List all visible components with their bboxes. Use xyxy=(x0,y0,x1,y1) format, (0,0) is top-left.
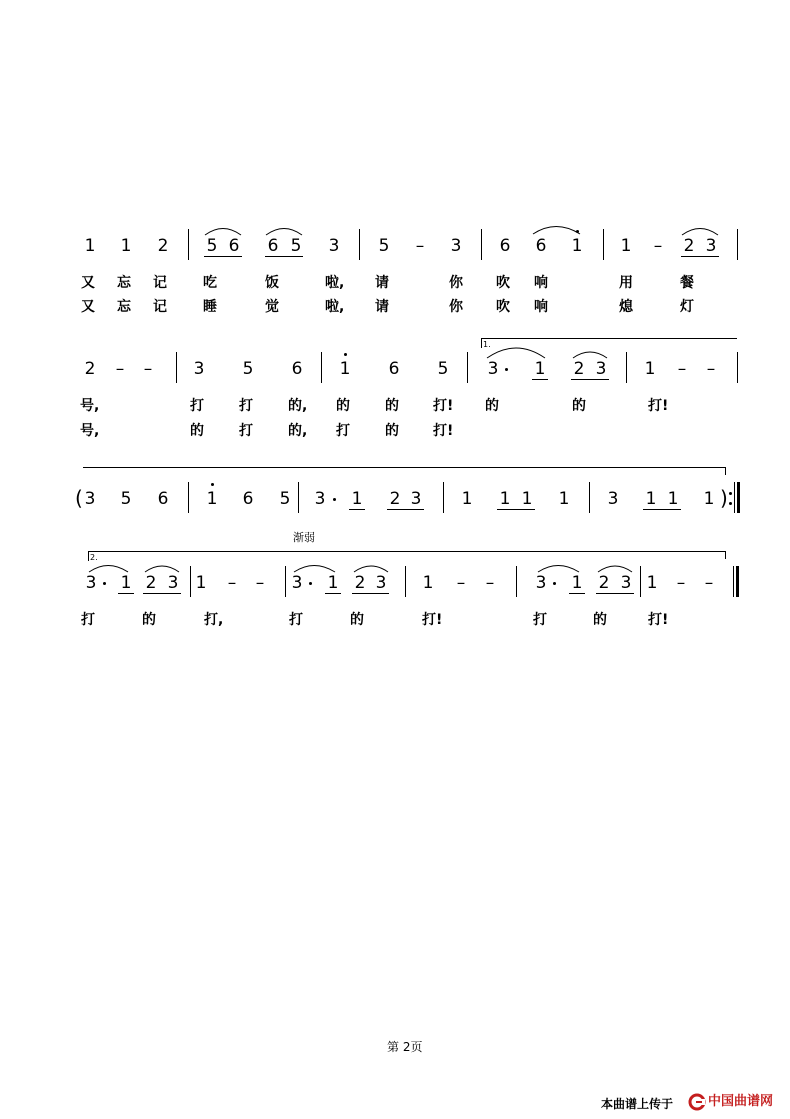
note: 1 xyxy=(571,236,583,256)
volta-bracket-2 xyxy=(88,551,726,552)
repeat-end-bar xyxy=(737,482,740,513)
note: 1 xyxy=(327,573,339,593)
slur xyxy=(205,229,241,236)
lyric: 请 xyxy=(375,299,389,315)
slur xyxy=(682,229,718,236)
lyric: 的 xyxy=(336,398,350,414)
slur xyxy=(538,566,579,573)
dash: – xyxy=(143,359,153,379)
bar-line xyxy=(626,352,627,383)
bar-line xyxy=(405,566,406,597)
lyric: 打! xyxy=(433,398,454,414)
note: 6 xyxy=(535,236,547,256)
lyric: 响 xyxy=(534,299,548,315)
lyric: 的, xyxy=(288,423,308,439)
lyric: 吹 xyxy=(496,275,510,291)
note: 6 xyxy=(228,236,240,256)
bar-line xyxy=(359,229,360,260)
note: 1 xyxy=(499,489,511,509)
note: 1 xyxy=(206,489,218,509)
underline xyxy=(569,593,585,594)
note: 3 xyxy=(167,573,179,593)
underline xyxy=(265,256,303,257)
bar-line xyxy=(188,482,189,513)
dash: – xyxy=(706,359,716,379)
bar-line xyxy=(467,352,468,383)
slur xyxy=(266,229,302,236)
bar-line xyxy=(589,482,590,513)
note: 1 xyxy=(534,359,546,379)
close-paren: ) xyxy=(720,486,728,510)
bar-line xyxy=(443,482,444,513)
lyric: 号, xyxy=(80,423,100,439)
dash: – xyxy=(677,359,687,379)
underline xyxy=(143,593,181,594)
lyric: 打 xyxy=(533,612,547,628)
note: 5 xyxy=(437,359,449,379)
lyric: 打! xyxy=(648,612,669,628)
lyric: 的 xyxy=(350,612,364,628)
bar-line xyxy=(640,566,641,597)
note: 6 xyxy=(267,236,279,256)
note: 5 xyxy=(290,236,302,256)
volta-bracket-1 xyxy=(481,338,737,339)
note: 3 xyxy=(328,236,340,256)
note: 3 xyxy=(291,573,303,593)
volta-bracket-tick xyxy=(88,551,89,561)
note: 1 xyxy=(339,359,351,379)
note: 6 xyxy=(499,236,511,256)
volta-label-1: 1. xyxy=(483,340,491,349)
open-paren: ( xyxy=(75,486,83,510)
bar-line xyxy=(516,566,517,597)
bar-line xyxy=(737,352,738,383)
lyric: 的 xyxy=(572,398,586,414)
underline xyxy=(349,509,365,510)
note: 6 xyxy=(291,359,303,379)
lyric: 响 xyxy=(534,275,548,291)
note: 3 xyxy=(85,573,97,593)
lyric: 打 xyxy=(239,423,253,439)
note: 2 xyxy=(573,359,585,379)
augmentation-dot xyxy=(333,498,336,501)
underline xyxy=(643,509,681,510)
lyric: 的 xyxy=(593,612,607,628)
underline xyxy=(681,256,719,257)
lyric: 忘 xyxy=(117,275,131,291)
underline xyxy=(571,379,609,380)
note: 5 xyxy=(120,489,132,509)
note: 5 xyxy=(279,489,291,509)
note: 2 xyxy=(84,359,96,379)
bracket-tick xyxy=(725,467,726,475)
lyric: 啦, xyxy=(325,275,345,291)
underline xyxy=(325,593,341,594)
logo-icon xyxy=(688,1093,706,1111)
logo-text: 中国曲谱网 xyxy=(708,1094,774,1109)
note: 2 xyxy=(389,489,401,509)
lyric: 的 xyxy=(485,398,499,414)
note: 1 xyxy=(571,573,583,593)
note: 2 xyxy=(598,573,610,593)
augmentation-dot xyxy=(505,368,508,371)
note: 3 xyxy=(595,359,607,379)
lyric: 打! xyxy=(648,398,669,414)
lyric: 打 xyxy=(289,612,303,628)
note: 1 xyxy=(646,573,658,593)
slur xyxy=(89,566,128,573)
note: 5 xyxy=(378,236,390,256)
note: 1 xyxy=(422,573,434,593)
lyric: 你 xyxy=(449,275,463,291)
high-octave-dot xyxy=(211,483,214,486)
note: 2 xyxy=(683,236,695,256)
dash: – xyxy=(676,573,686,593)
lyric: 记 xyxy=(153,299,167,315)
high-octave-dot xyxy=(344,353,347,356)
lyric: 请 xyxy=(375,275,389,291)
repeat-dot xyxy=(729,492,732,495)
note: 3 xyxy=(620,573,632,593)
note: 6 xyxy=(388,359,400,379)
dash: – xyxy=(115,359,125,379)
note: 3 xyxy=(705,236,717,256)
final-bar xyxy=(736,566,739,597)
lyric: 睡 xyxy=(203,299,217,315)
bar-line xyxy=(188,229,189,260)
note: 3 xyxy=(410,489,422,509)
bar-line xyxy=(176,352,177,383)
underline xyxy=(204,256,242,257)
lyric: 啦, xyxy=(325,299,345,315)
dash: – xyxy=(456,573,466,593)
lyric: 打 xyxy=(336,423,350,439)
lyric: 打 xyxy=(81,612,95,628)
slur xyxy=(533,227,580,235)
slur xyxy=(487,348,545,358)
lyric: 号, xyxy=(80,398,100,414)
lyric: 打 xyxy=(190,398,204,414)
lyric: 用 xyxy=(619,275,633,291)
lyric: 记 xyxy=(153,275,167,291)
lyric: 打, xyxy=(204,612,224,628)
slur xyxy=(145,566,179,572)
dash: – xyxy=(653,236,663,256)
lyric: 饭 xyxy=(265,275,279,291)
bar-line xyxy=(285,566,286,597)
note: 3 xyxy=(314,489,326,509)
slur xyxy=(573,352,607,358)
note: 1 xyxy=(645,489,657,509)
lyric: 吹 xyxy=(496,299,510,315)
dash: – xyxy=(704,573,714,593)
dash: – xyxy=(485,573,495,593)
volta-bracket-tick xyxy=(725,551,726,559)
note: 3 xyxy=(535,573,547,593)
underline xyxy=(387,509,424,510)
lyric: 你 xyxy=(449,299,463,315)
underline xyxy=(497,509,535,510)
note: 3 xyxy=(375,573,387,593)
note: 1 xyxy=(703,489,715,509)
note: 1 xyxy=(644,359,656,379)
page-number: 第 2页 xyxy=(387,1040,423,1054)
site-logo[interactable] xyxy=(688,1093,780,1111)
lyric: 又 xyxy=(81,299,95,315)
note: 1 xyxy=(120,236,132,256)
underline xyxy=(352,593,389,594)
note: 2 xyxy=(354,573,366,593)
repeat-dot xyxy=(729,502,732,505)
volta-label-2: 2. xyxy=(90,553,98,562)
bar-line xyxy=(734,482,735,513)
underline xyxy=(596,593,634,594)
lyric: 的 xyxy=(385,423,399,439)
note: 1 xyxy=(195,573,207,593)
note: 1 xyxy=(667,489,679,509)
note: 2 xyxy=(157,236,169,256)
lyric: 的, xyxy=(288,398,308,414)
note: 2 xyxy=(145,573,157,593)
slur xyxy=(354,566,388,572)
underline xyxy=(118,593,134,594)
bar-line xyxy=(321,352,322,383)
augmentation-dot xyxy=(103,582,106,585)
note: 1 xyxy=(558,489,570,509)
note: 5 xyxy=(206,236,218,256)
underline xyxy=(532,379,548,380)
lyric: 打! xyxy=(422,612,443,628)
lyric: 忘 xyxy=(117,299,131,315)
note: 1 xyxy=(521,489,533,509)
note: 1 xyxy=(84,236,96,256)
lyric: 打! xyxy=(433,423,454,439)
high-octave-dot xyxy=(576,230,579,233)
note: 3 xyxy=(450,236,462,256)
note: 6 xyxy=(242,489,254,509)
bar-line xyxy=(298,482,299,513)
dash: – xyxy=(255,573,265,593)
note: 1 xyxy=(620,236,632,256)
dash: – xyxy=(227,573,237,593)
bar-line xyxy=(737,229,738,260)
bar-line xyxy=(603,229,604,260)
bracket-line xyxy=(83,467,726,468)
lyric: 的 xyxy=(142,612,156,628)
note: 3 xyxy=(84,489,96,509)
lyric: 的 xyxy=(190,423,204,439)
lyric: 打 xyxy=(239,398,253,414)
lyric: 又 xyxy=(81,275,95,291)
lyric: 吃 xyxy=(203,275,217,291)
lyric: 的 xyxy=(385,398,399,414)
lyric: 餐 xyxy=(680,275,694,291)
note: 6 xyxy=(157,489,169,509)
slur xyxy=(598,566,632,572)
dash: – xyxy=(415,236,425,256)
lyric: 熄 xyxy=(619,299,633,315)
note: 3 xyxy=(487,359,499,379)
note: 3 xyxy=(193,359,205,379)
note: 1 xyxy=(120,573,132,593)
augmentation-dot xyxy=(553,582,556,585)
bar-line xyxy=(733,566,734,597)
augmentation-dot xyxy=(309,582,312,585)
note: 3 xyxy=(607,489,619,509)
volta-bracket-tick xyxy=(481,338,482,348)
note: 1 xyxy=(461,489,473,509)
note: 5 xyxy=(242,359,254,379)
upload-note: 本曲谱上传于 xyxy=(601,1097,674,1111)
lyric: 灯 xyxy=(680,299,694,315)
bar-line xyxy=(481,229,482,260)
lyric: 觉 xyxy=(265,299,279,315)
slur xyxy=(294,566,335,573)
dynamic-marking: 渐弱 xyxy=(293,531,315,544)
note: 1 xyxy=(351,489,363,509)
